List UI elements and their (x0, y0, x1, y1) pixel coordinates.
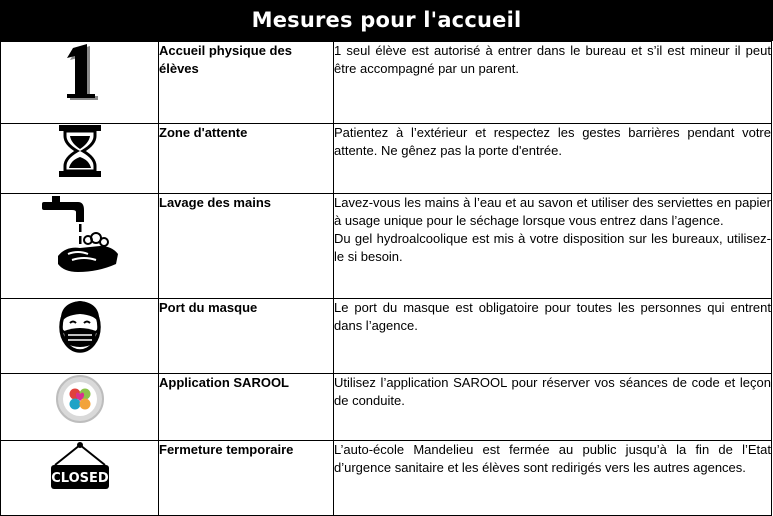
measures-table (0, 41, 772, 516)
row-label: Zone d'attente (159, 124, 334, 194)
page-title: Mesures pour l'accueil (0, 0, 773, 41)
hand-washing-icon (38, 194, 122, 276)
table-row (1, 299, 772, 374)
table-row (1, 42, 772, 124)
row-description: L’auto-école Mandelieu est fermée au public jusqu’à la fin de l’Etat d’urgence sanitaire et les élèves sont redirigés vers les autres agences. (334, 441, 772, 516)
row-description (334, 194, 772, 299)
number-one-icon (60, 42, 100, 102)
row-label: Port du masque (159, 299, 334, 374)
row-description-line: Du gel hydroalcoolique est mis à votre disposition sur les bureaux, utilisez-le si besoin. (334, 231, 771, 264)
row-description: Utilisez l’application SAROOL pour réserver vos séances de code et leçon de conduite. (334, 374, 772, 441)
row-description: 1 seul élève est autorisé à entrer dans le bureau et s’il est mineur il peut être accompagné par un parent. (334, 42, 772, 124)
icon-cell (1, 441, 159, 516)
table-row (1, 194, 772, 299)
table-row (1, 124, 772, 194)
row-label: Lavage des mains (159, 194, 334, 299)
table-row (1, 374, 772, 441)
row-label: Fermeture temporaire (159, 441, 334, 516)
icon-cell (1, 194, 159, 299)
sarool-app-icon (55, 374, 105, 424)
face-mask-icon (55, 299, 105, 353)
row-description: Le port du masque est obligatoire pour toutes les personnes qui entrent dans l’agence. (334, 299, 772, 374)
hourglass-icon (57, 124, 103, 178)
icon-cell (1, 124, 159, 194)
sign-text: CLOSED (50, 471, 109, 486)
row-description-line: Lavez-vous les mains à l’eau et au savon et utiliser des serviettes en papier à usage unique pour le séchage lorsque vous entrez dans l’agence. (334, 195, 771, 228)
row-label: Application SAROOL (159, 374, 334, 441)
row-description: Patientez à l’extérieur et respectez les gestes barrières pendant votre attente. Ne gênez pas la porte d'entrée. (334, 124, 772, 194)
table-row (1, 441, 772, 516)
icon-cell (1, 42, 159, 124)
icon-cell (1, 299, 159, 374)
icon-cell (1, 374, 159, 441)
closed-sign-icon (49, 441, 111, 493)
row-label: Accueil physique des élèves (159, 42, 334, 124)
